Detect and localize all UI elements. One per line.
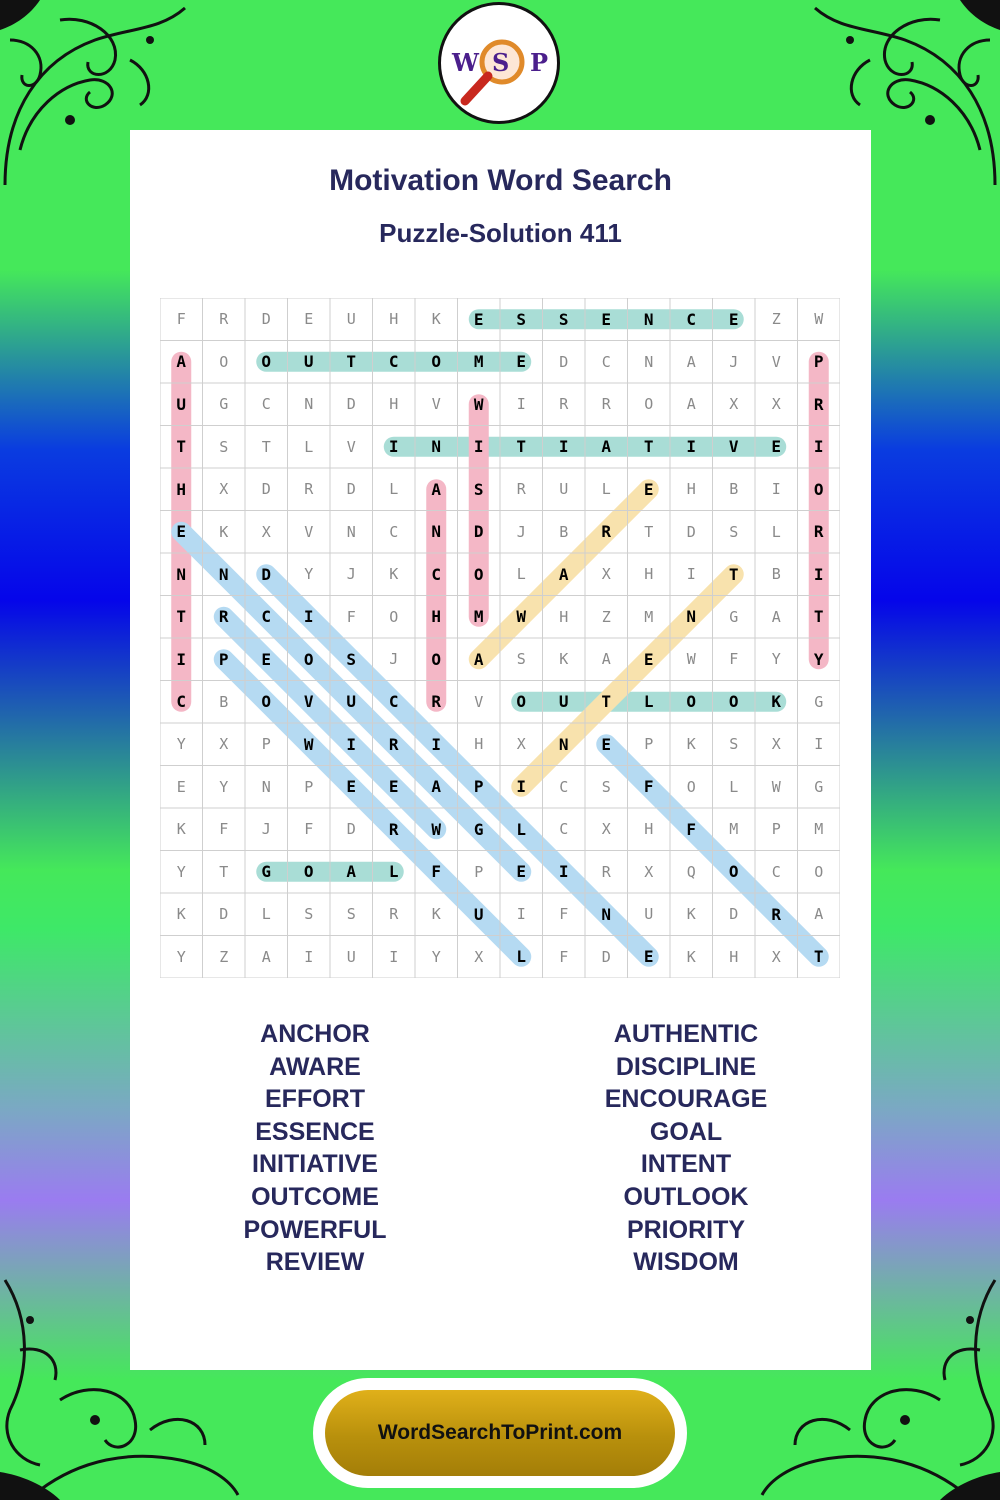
grid-cell: Z [601,607,611,626]
grid-cell: F [431,862,442,882]
grid-cell: T [176,437,187,457]
grid-cell: B [219,692,229,711]
grid-cell: B [559,522,569,541]
grid-cell: H [644,820,654,839]
grid-cell: V [771,352,781,371]
grid-cell: K [176,905,186,924]
grid-cell: K [431,310,441,329]
grid-cell: M [473,607,484,627]
grid-cell: I [814,735,824,754]
grid-cell: C [431,564,442,584]
word-list-item: DISCIPLINE [615,1052,757,1081]
grid-cell: E [176,777,186,796]
grid-cell: A [558,564,569,584]
grid-cell: A [601,650,611,669]
grid-cell: B [729,480,739,499]
grid-cell: I [558,862,569,882]
word-list-item: ENCOURAGE [604,1085,768,1114]
grid-cell: R [601,395,611,414]
grid-cell: I [516,395,526,414]
grid-cell: F [686,819,697,839]
grid-cell: F [346,607,356,626]
grid-cell: R [389,905,399,924]
grid-cell: A [176,352,187,372]
grid-cell: E [304,310,314,329]
grid-cell: T [728,564,739,584]
grid-cell: H [389,310,399,329]
grid-cell: N [261,777,271,796]
grid-cell: L [516,819,527,839]
grid-cell: O [261,692,272,712]
grid-cell: O [516,692,527,712]
grid-cell: R [601,522,612,542]
grid-cell: C [559,820,569,839]
grid-cell: D [729,905,739,924]
grid-cell: B [771,565,781,584]
grid-cell: F [729,650,739,669]
grid-cell: V [304,522,314,541]
word-list-item: GOAL [649,1117,723,1146]
grid-cell: D [473,522,484,542]
grid-cell: A [686,352,696,371]
word-list-item: INTENT [640,1150,732,1179]
grid-cell: H [389,395,399,414]
grid-cell: L [304,437,314,456]
word-list-item: INITIATIVE [252,1150,378,1179]
grid-cell: M [729,820,739,839]
word-list-item: AWARE [269,1052,361,1081]
grid-cell: J [389,650,399,669]
grid-cell: O [389,607,399,626]
grid-cell: K [686,947,696,966]
grid-cell: E [643,947,654,967]
grid-cell: I [516,777,527,797]
grid-cell: L [601,480,611,499]
grid-cell: R [516,480,526,499]
grid-cell: H [729,947,739,966]
grid-cell: J [729,352,739,371]
grid-cell: X [261,522,271,541]
word-list-right [501,1018,871,1279]
grid-cell: O [686,692,697,712]
grid-cell: T [813,607,824,627]
grid-cell: V [303,692,314,712]
grid-cell: S [304,905,314,924]
grid-cell: E [728,309,739,329]
grid-cell: T [176,607,187,627]
grid-cell: D [346,480,356,499]
grid-cell: W [473,394,484,414]
grid-cell: E [176,522,187,542]
grid-cell: A [601,437,612,457]
grid-cell: E [643,649,654,669]
grid-cell: G [814,777,824,796]
logo-letter-p: P [530,48,549,77]
grid-cell: T [261,437,271,456]
grid-cell: Y [176,862,186,881]
grid-cell: A [814,905,824,924]
grid-cell: X [516,735,526,754]
grid-cell: F [176,310,186,329]
grid-cell: Y [813,649,824,669]
grid-cell: A [686,395,696,414]
grid-cell: Y [219,777,229,796]
grid-cell: I [686,565,696,584]
grid-cell: G [261,862,272,882]
grid-cell: D [346,395,356,414]
grid-cell: X [219,480,229,499]
grid-cell: S [601,777,611,796]
grid-cell: K [559,650,569,669]
grid-cell: I [473,437,484,457]
grid-cell: S [729,735,739,754]
grid-cell: O [431,352,442,372]
grid-cell: M [473,352,484,372]
grid-cell: E [601,734,612,754]
grid-cell: R [431,692,442,712]
grid-cell: F [559,947,569,966]
grid-cell: A [771,607,781,626]
grid-cell: O [728,692,739,712]
grid-cell: N [304,395,314,414]
grid-cell: A [261,947,271,966]
grid-cell: D [346,820,356,839]
grid-cell: I [346,734,357,754]
grid-cell: P [474,862,484,881]
grid-cell: E [771,437,782,457]
grid-cell: I [686,437,697,457]
grid-cell: F [643,777,654,797]
grid-cell: S [558,309,569,329]
grid-cell: Z [771,310,781,329]
grid-cell: I [813,437,824,457]
grid-cell: I [516,905,526,924]
grid-cell: C [771,862,781,881]
grid-cell: Y [304,565,314,584]
grid-cell: O [814,862,824,881]
grid-cell: L [388,862,399,882]
grid-cell: O [219,352,229,371]
grid-cell: Y [771,650,781,669]
grid-cell: O [303,649,314,669]
word-list-item: REVIEW [265,1248,365,1277]
grid-cell: A [431,479,442,499]
grid-cell: L [771,522,781,541]
grid-cell: Y [176,947,186,966]
grid-cell: R [813,522,824,542]
grid-cell: W [303,734,314,754]
grid-cell: X [644,862,654,881]
grid-cell: V [474,692,484,711]
word-search-grid [160,298,840,978]
grid-cell: N [643,309,654,329]
grid-cell: H [474,735,484,754]
word-list-item: EFFORT [265,1085,365,1114]
grid-cell: T [219,862,229,881]
grid-cell: E [388,777,399,797]
grid-cell: P [473,777,484,797]
grid-cell: T [644,522,654,541]
grid-cell: F [304,820,314,839]
grid-cell: W [771,777,781,796]
grid-cell: X [729,395,739,414]
grid-cell: M [814,820,824,839]
grid-cell: T [516,437,527,457]
letter-grid [160,298,840,978]
grid-cell: I [813,564,824,584]
grid-cell: T [346,352,357,372]
word-list-item: ANCHOR [260,1020,370,1048]
grid-cell: O [261,352,272,372]
grid-cell: N [558,734,569,754]
grid-cell: D [261,480,271,499]
grid-cell: S [346,905,356,924]
grid-cell: C [261,395,271,414]
grid-cell: V [431,395,441,414]
grid-cell: K [176,820,186,839]
grid-cell: C [686,309,697,329]
grid-cell: G [219,395,229,414]
grid-cell: N [176,564,187,584]
grid-cell: U [303,352,314,372]
grid-cell: A [473,649,484,669]
grid-cell: D [261,564,272,584]
grid-cell: C [389,522,399,541]
grid-cell: S [346,649,357,669]
grid-cell: C [601,352,611,371]
grid-cell: E [601,309,612,329]
grid-cell: D [219,905,229,924]
grid-cell: O [728,862,739,882]
wsp-logo [438,2,560,124]
grid-cell: X [771,735,781,754]
page-subtitle: Puzzle-Solution 411 [379,218,622,248]
grid-cell: L [729,777,739,796]
grid-cell: H [559,607,569,626]
grid-cell: K [771,692,782,712]
grid-cell: A [431,777,442,797]
grid-cell: P [304,777,314,796]
grid-cell: O [644,395,654,414]
grid-cell: U [473,904,484,924]
grid-cell: N [644,352,654,371]
grid-cell: W [516,607,527,627]
word-list-item: ESSENCE [255,1117,375,1146]
grid-cell: W [686,650,696,669]
grid-cell: A [346,862,357,882]
grid-cell: S [729,522,739,541]
grid-cell: R [304,480,314,499]
grid-cell: Q [686,862,696,881]
grid-cell: X [771,947,781,966]
grid-cell: D [601,947,611,966]
grid-cell: C [388,692,399,712]
word-list-item: OUTLOOK [623,1182,749,1211]
grid-cell: X [601,565,611,584]
grid-cell: H [176,479,187,499]
grid-cell: P [813,352,824,372]
grid-cell: U [559,480,569,499]
grid-cell: R [771,904,782,924]
grid-cell: G [814,692,824,711]
grid-cell: N [346,522,356,541]
grid-cell: L [389,480,399,499]
grid-cell: F [219,820,229,839]
grid-cell: E [516,862,527,882]
site-link[interactable]: WordSearchToPrint.com [325,1390,675,1476]
grid-cell: P [261,735,271,754]
grid-cell: V [728,437,739,457]
grid-cell: E [516,352,527,372]
grid-cell: R [388,734,399,754]
grid-cell: U [346,692,357,712]
word-list-item: WISDOM [633,1248,739,1277]
grid-cell: X [474,947,484,966]
grid-cell: U [346,310,356,329]
grid-cell: C [388,352,399,372]
grid-cell: E [346,777,357,797]
grid-cell: E [643,479,654,499]
grid-cell: I [303,607,314,627]
grid-cell: C [176,692,187,712]
grid-cell: E [261,649,272,669]
word-list-item: PRIORITY [626,1215,746,1244]
grid-cell: I [389,947,399,966]
grid-cell: G [473,819,484,839]
word-list-left [130,1018,500,1279]
grid-cell: Z [219,947,229,966]
grid-cell: L [643,692,654,712]
grid-cell: I [176,649,187,669]
grid-cell: J [261,820,271,839]
grid-cell: I [771,480,781,499]
grid-cell: V [346,437,356,456]
grid-cell: P [644,735,654,754]
grid-cell: I [558,437,569,457]
grid-cell: O [473,564,484,584]
grid-cell: D [686,522,696,541]
grid-cell: I [388,437,399,457]
grid-cell: U [558,692,569,712]
grid-cell: O [303,862,314,882]
grid-cell: L [516,565,526,584]
grid-cell: C [559,777,569,796]
grid-cell: U [176,394,187,414]
word-list-item: AUTHENTIC [613,1020,759,1048]
grid-cell: K [219,522,229,541]
grid-cell: R [219,310,229,329]
grid-cell: O [686,777,696,796]
word-list-item: OUTCOME [251,1182,379,1211]
grid-cell: T [643,437,654,457]
footer-badge [313,1378,687,1488]
grid-cell: K [686,905,696,924]
grid-cell: R [218,607,229,627]
grid-cell: N [218,564,229,584]
grid-cell: D [559,352,569,371]
grid-cell: E [473,309,484,329]
grid-cell: H [431,607,442,627]
grid-cell: C [261,607,272,627]
word-list-item: POWERFUL [243,1215,387,1244]
grid-cell: X [601,820,611,839]
grid-cell: D [261,310,271,329]
grid-cell: O [813,479,824,499]
grid-cell: O [431,649,442,669]
grid-cell: N [431,522,442,542]
grid-cell: L [516,947,527,967]
grid-cell: F [559,905,569,924]
grid-cell: T [601,692,612,712]
page-title: Motivation Word Search [329,164,672,197]
grid-cell: M [644,607,654,626]
grid-cell: X [771,395,781,414]
grid-cell: X [219,735,229,754]
grid-cell: N [431,437,442,457]
grid-cell: P [218,649,229,669]
grid-cell: W [814,310,824,329]
grid-cell: S [219,437,229,456]
grid-cell: R [388,819,399,839]
logo-letter-w: W [452,48,479,77]
grid-cell: G [729,607,739,626]
grid-cell: H [644,565,654,584]
grid-cell: I [431,734,442,754]
grid-cell: N [686,607,697,627]
grid-cell: K [686,735,696,754]
grid-cell: Y [431,947,441,966]
grid-cell: K [431,905,441,924]
grid-cell: T [813,947,824,967]
grid-cell: P [771,820,781,839]
grid-cell: W [431,819,442,839]
grid-cell: N [601,904,612,924]
grid-cell: S [473,479,484,499]
grid-cell: H [686,480,696,499]
logo-letter-s: S [492,48,510,77]
grid-cell: S [516,650,526,669]
grid-cell: R [559,395,569,414]
grid-cell: Y [176,735,186,754]
grid-cell: J [346,565,356,584]
grid-cell: R [813,394,824,414]
grid-cell: U [346,947,356,966]
grid-cell: L [261,905,271,924]
grid-cell: S [516,309,527,329]
grid-cell: J [516,522,526,541]
grid-cell: U [644,905,654,924]
puzzle-card [130,130,871,1370]
grid-cell: I [304,947,314,966]
grid-cell: R [601,862,611,881]
grid-cell: K [389,565,399,584]
